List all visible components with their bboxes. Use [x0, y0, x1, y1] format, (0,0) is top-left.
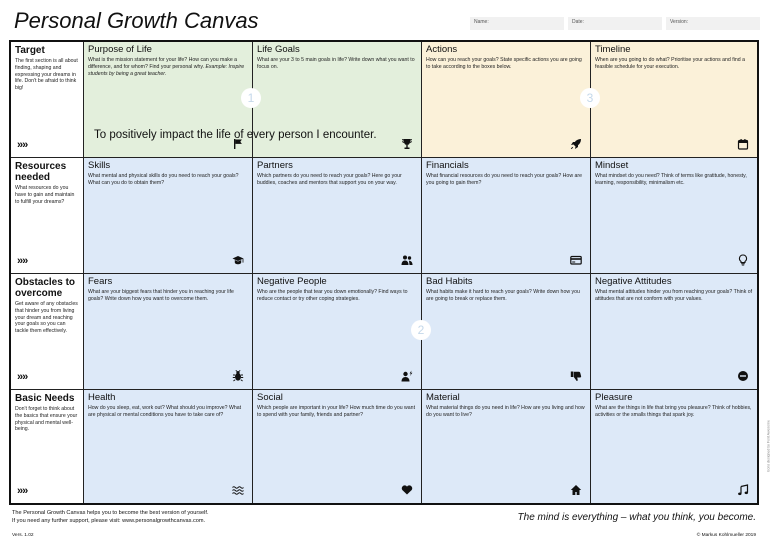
- box-title: Social: [257, 392, 283, 403]
- graduation-cap-icon: [232, 254, 244, 266]
- name-field[interactable]: Name:: [470, 17, 564, 30]
- section-obstacles: [11, 274, 84, 390]
- box-financials[interactable]: [422, 158, 591, 274]
- box-partners[interactable]: [253, 158, 422, 274]
- box-negative-people[interactable]: [253, 274, 422, 390]
- box-description: What are your biggest fears that hinder you in reaching your life goals? Write down how you want to overcome them.: [88, 289, 234, 303]
- box-health[interactable]: [84, 390, 253, 503]
- box-title: Negative People: [257, 276, 327, 287]
- box-description: What mindset do you need? Think of terms like gratitude, honesty, learning, responsibility, minimalism etc.: [595, 173, 747, 187]
- box-title: Purpose of Life: [88, 44, 152, 55]
- footer-line-2: If you need any further support, please visit: www.personalgrowthcanvas.com.: [12, 517, 206, 524]
- footer-line-1: The Personal Growth Canvas helps you to become the best version of yourself.: [12, 510, 209, 516]
- section-title: Resources needed: [15, 161, 67, 183]
- home-icon: [570, 484, 582, 496]
- calendar-icon: [737, 138, 749, 150]
- box-description: What habits make it hard to reach your goals? Write down how you are going to break or replace them.: [426, 289, 580, 303]
- box-social[interactable]: [253, 390, 422, 503]
- box-title: Pleasure: [595, 392, 633, 403]
- box-actions[interactable]: [422, 42, 591, 158]
- box-mindset[interactable]: [591, 158, 757, 274]
- box-description: Who are the people that tear you down emotionally? Find ways to reduce contact or try other coping strategies.: [257, 289, 408, 303]
- box-description: What financial resources do you need to reach your goals? How are you going to gain them?: [426, 173, 582, 187]
- section-title: Target: [15, 45, 45, 56]
- box-title: Timeline: [595, 44, 631, 55]
- icon-credit: Icons designed by Font Awesome: [766, 420, 770, 473]
- box-title: Actions: [426, 44, 458, 55]
- purpose-statement[interactable]: To positively impact the life of every person I encounter.: [94, 129, 377, 141]
- section-target: [11, 42, 84, 158]
- box-title: Material: [426, 392, 460, 403]
- section-title: Basic Needs: [15, 393, 75, 404]
- box-description: Which people are important in your life? How much time do you want to spend with your family, friends and partner?: [257, 405, 416, 419]
- box-pleasure[interactable]: [591, 390, 757, 503]
- box-title: Negative Attitudes: [595, 276, 672, 287]
- box-fears[interactable]: [84, 274, 253, 390]
- lightbulb-icon: [737, 254, 749, 266]
- footer-quote: The mind is everything – what you think, you become.: [517, 512, 756, 523]
- person-lightning-icon: [401, 370, 413, 382]
- section-description: Get aware of any obstacles that hinder you from living your dream and reaching your goals so you can tackle them effectively.: [15, 301, 78, 334]
- box-description: How can you reach your goals? State specific actions you are going to take according to the boxes below.: [426, 57, 582, 71]
- copyright: © Markus Kohlmueller 2019: [696, 533, 756, 538]
- box-material[interactable]: [422, 390, 591, 503]
- box-description: What mental attitudes hinder you from reaching your goals? Think of attitudes that are not conform with your values.: [595, 289, 753, 303]
- box-description: What material things do you need in life? How are you living and how do you want to live?: [426, 405, 585, 419]
- arrow-icon: »»: [17, 139, 28, 151]
- box-title: Health: [88, 392, 116, 403]
- section-title: Obstacles to overcome: [15, 277, 76, 299]
- box-description: What is the mission statement for your life? How can you make a difference, and for whom? Find your personal why. Example: Inspire students by being a great teacher.: [88, 57, 245, 77]
- box-title: Fears: [88, 276, 113, 287]
- step-number-3: 3: [580, 88, 600, 108]
- section-basic-needs: [11, 390, 84, 503]
- music-note-icon: [737, 484, 749, 496]
- box-skills[interactable]: [84, 158, 253, 274]
- box-title: Bad Habits: [426, 276, 473, 287]
- box-description: What are your 3 to 5 main goals in life? Write down what you want to focus on.: [257, 57, 415, 71]
- box-description: Which partners do you need to reach your goals? Here go your buddies, coaches and mentors that support you on your way.: [257, 173, 402, 187]
- canvas-board: [9, 40, 759, 505]
- box-timeline[interactable]: [591, 42, 757, 158]
- box-description: What are the things in life that bring you pleasure? Think of hobbies, activities or the smalls things that spark joy.: [595, 405, 752, 419]
- canvas-title: Personal Growth Canvas: [14, 8, 259, 33]
- box-description: When are you going to do what? Prioritise your actions and find a feasible schedule for your execution.: [595, 57, 745, 71]
- section-description: What resources do you have to gain and maintain to fulfill your dreams?: [15, 185, 75, 205]
- thumbs-down-icon: [570, 370, 582, 382]
- version-label: Vers. 1.02: [12, 533, 34, 538]
- heart-icon: [401, 484, 413, 496]
- section-description: The first section is all about finding, shaping and expressing your dreams in life. Don't be afraid to think big!: [15, 58, 78, 91]
- footer-info: [12, 510, 209, 525]
- section-description: Don't forget to think about the basics that ensure your physical and mental well-being.: [15, 406, 78, 433]
- credit-card-icon: [570, 254, 582, 266]
- box-bad-habits[interactable]: [422, 274, 591, 390]
- wave-icon: [232, 484, 244, 496]
- people-icon: [401, 254, 413, 266]
- rocket-icon: [570, 138, 582, 150]
- trophy-icon: [401, 138, 413, 150]
- step-number-2: 2: [411, 320, 431, 340]
- box-description: What mental and physical skills do you need to reach your goals? What can you do to obtain them?: [88, 173, 239, 187]
- minus-circle-icon: [737, 370, 749, 382]
- box-title: Skills: [88, 160, 111, 171]
- box-title: Partners: [257, 160, 293, 171]
- arrow-icon: »»: [17, 485, 28, 497]
- date-field[interactable]: Date:: [568, 17, 662, 30]
- step-number-1: 1: [241, 88, 261, 108]
- box-example: Example: Inspire students by being a great teacher.: [88, 64, 245, 77]
- arrow-icon: »»: [17, 255, 28, 267]
- arrow-icon: »»: [17, 371, 28, 383]
- box-description: How do you sleep, eat, work out? What should you improve? What are physical or mental conditions you have to take care of?: [88, 405, 242, 419]
- box-title: Financials: [426, 160, 469, 171]
- section-resources-needed: [11, 158, 84, 274]
- box-title: Life Goals: [257, 44, 300, 55]
- box-title: Mindset: [595, 160, 629, 171]
- box-negative-attitudes[interactable]: [591, 274, 757, 390]
- version-field[interactable]: Version:: [666, 17, 760, 30]
- bug-icon: [232, 370, 244, 382]
